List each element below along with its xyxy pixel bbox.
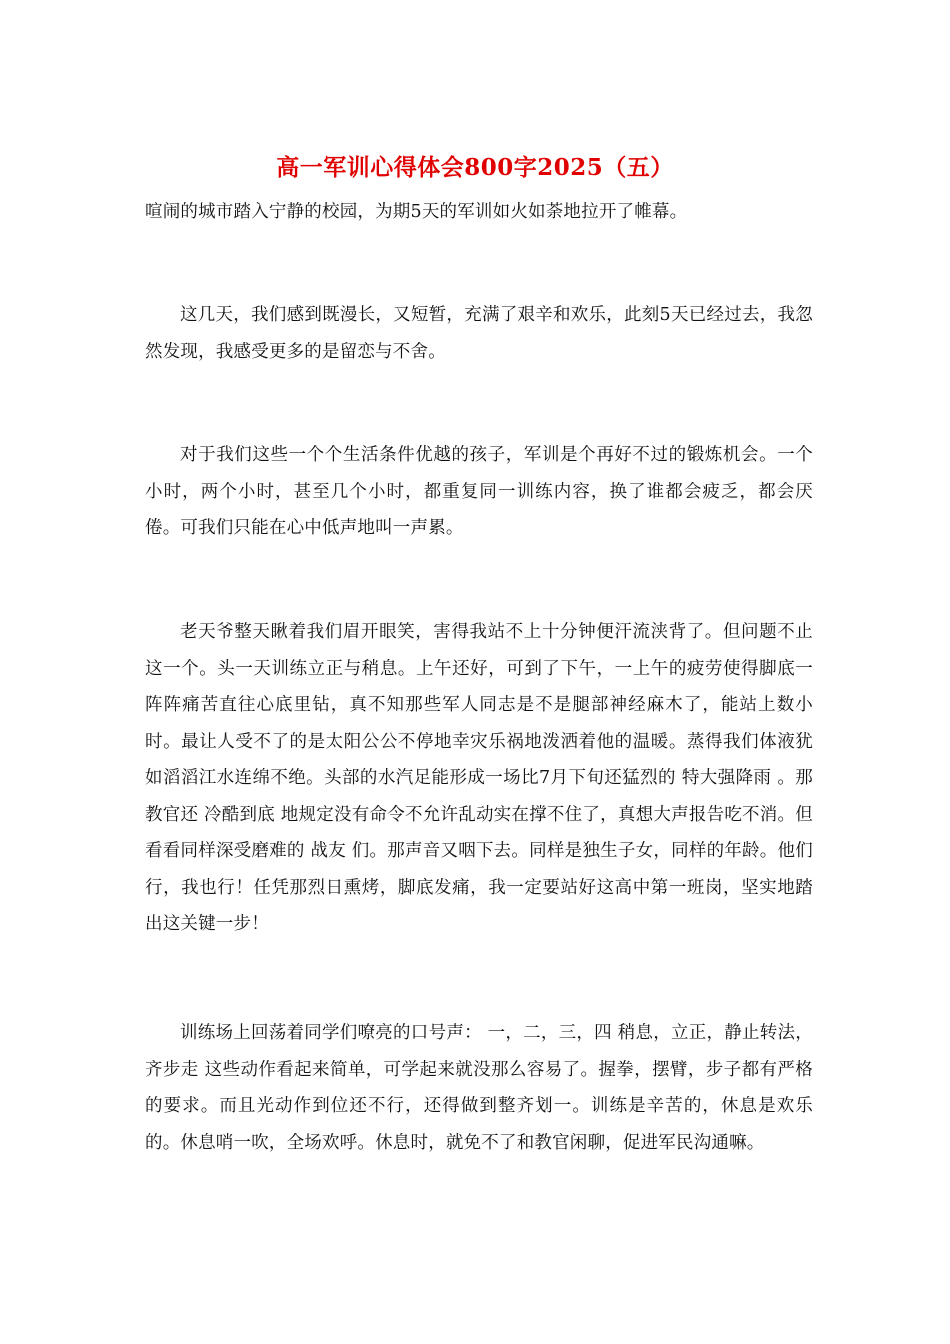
- paragraph-feelings: 这几天，我们感到既漫长，又短暂，充满了艰辛和欢乐，此刻5天已经过去，我忽然发现，我感受更多的是留恋与不舍。: [145, 305, 813, 362]
- paragraph-training-opportunity: 对于我们这些一个个生活条件优越的孩子，军训是个再好不过的锻炼机会。一个小时，两个小时，甚至几个小时，都重复同一训练内容，换了谁都会疲乏，都会厌倦。可我们只能在心中低声地叫一声累。: [145, 445, 813, 538]
- document-title: 高一军训心得体会800字2025（五）: [276, 154, 674, 181]
- paragraph-drill-field: 训练场上回荡着同学们嘹亮的口号声： 一，二，三，四 稍息，立正，静止转法，齐步走 这些动作看起来简单，可学起来就没那么容易了。握拳，摆臂，步子都有严格的要求。而且光动作到位还不行，还得做到整齐划一。训练是辛苦的，休息是欢乐的。休息哨一吹，全场欢呼。休息时，就免不了和教官闲聊，促进军民沟通嘛。: [145, 1023, 813, 1153]
- paragraph-intro: 喧闹的城市踏入宁静的校园，为期5天的军训如火如荼地拉开了帷幕。: [145, 202, 688, 222]
- paragraph-hardship: 老天爷整天瞅着我们眉开眼笑，害得我站不上十分钟便汗流浃背了。但问题不止这一个。头一天训练立正与稍息。上午还好，可到了下午，一上午的疲劳使得脚底一阵阵痛苦直往心底里钻，真不知那些军人同志是不是腿部神经麻木了，能站上数小时。最让人受不了的是太阳公公不停地幸灾乐祸地泼洒着他的温暖。蒸得我们体液犹如滔滔江水连绵不绝。头部的水汽足能形成一场比7月下旬还猛烈的 特大强降雨 。那教官还 冷酷到底 地规定没有命令不允许乱动实在撑不住了，真想大声报告吃不消。但看看同样深受磨难的 战友 们。那声音又咽下去。同样是独生子女，同样的年龄。他们行，我也行！任凭那烈日熏烤，脚底发痛，我一定要站好这高中第一班岗，坚实地踏出这关键一步！: [145, 622, 813, 934]
